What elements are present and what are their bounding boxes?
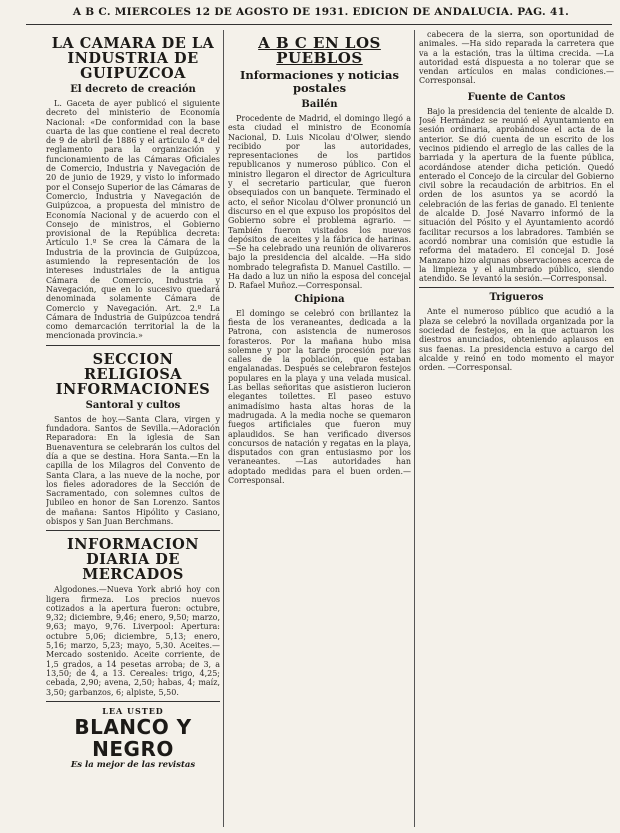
article-trigueros-body: Ante el numeroso público que acudió a la plaza se celebró la novillada organizada por la sociedad de festejos, en la que actuaron los diestros anunciados, obteniendo aplausos en sus faenas. La presidencia estuvo a cargo del alcalde y reinó en todo momento el mayor orden. —Corresponsal. (419, 307, 614, 373)
advertisement-blanco-y-negro (46, 706, 220, 770)
ad-kicker: LEA USTED (102, 705, 164, 716)
headline-camara-industria: LA CAMARA DE LA INDUSTRIA DE GUIPUZCOA (51, 35, 215, 82)
place-trigueros: Trigueros (489, 292, 544, 304)
subheadline-informaciones: Informaciones y noticias postales (240, 68, 399, 95)
place-fuente-de-cantos: Fuente de Cantos (467, 91, 566, 103)
article-mercados-body: Algodones.—Nueva York abrió hoy con ligera firmeza. Los precios nuevos cotizados a la apertura fueron: octubre, 9,32; diciembre, 9,46; enero, 9,50; marzo, 9,63; mayo, 9,76. Liverpool: Apertura: octubre 5,06; diciembre, 5,13; enero, 5,16; marzo, 5,23; mayo, 5,30. Aceites.—Mercado sostenido. Aceite corriente, de 1,5 grados, a 14 pesetas arroba; de 3, a 13,50; de 4, a 13. Cereales: trigo, 4,25; cebada, 2,90; avena, 2,50; habas, 4; maíz, 3,50; garbanzos, 6; alpiste, 5,50. (46, 585, 220, 697)
section-rule (419, 287, 614, 288)
headline-abc-pueblos: A B C EN LOS PUEBLOS (258, 34, 381, 67)
place-chipiona: Chipiona (294, 293, 345, 305)
column-2 (228, 30, 411, 827)
top-rule (26, 24, 612, 25)
ad-tagline: Es la mejor de las revistas (70, 759, 196, 770)
article-chipiona-body: El domingo se celebró con brillantez la fiesta de los veraneantes, dedicada a la Patrona, con asistencia de numerosos forasteros. Por la mañana hubo misa solemne y por la tarde procesión por las calles de la población, que estaban engalanadas. Después se celebraron festejos populares en la playa y una velada musical. Las bellas señoritas que asistieron lucieron elegantes toilettes. El paseo estuvo animadísimo hasta altas horas de la madrugada. A la media noche se quemaron fuegos artificiales que fueron muy aplaudidos. Se han verificado diversos concursos de natación y regatas en la playa, disputados con gran entusiasmo por los veraneantes. —Las autoridades han adoptado medidas para el buen orden.—Corresponsal. (228, 308, 411, 485)
place-bailen: Bailén (301, 99, 338, 110)
masthead: A B C. MIERCOLES 12 DE AGOSTO DE 1931. EDICION DE ANDALUCIA. PAG. 41. (72, 6, 570, 18)
column-3 (419, 30, 614, 827)
ad-title: BLANCO Y NEGRO (74, 714, 192, 761)
section-rule (46, 701, 220, 702)
article-fuente-de-cantos-body: Bajo la presidencia del teniente de alcalde D. José Hernández se reunió el Ayuntamiento en sesión ordinaria, aprobándose el acta de la anterior. Se dió cuenta de un escrito de los vecinos pidiendo el arreglo de las calles de la barriada y la apertura de la fuente pública, acordándose atender dicha petición. Quedó enterado el Concejo de la circular del Gobierno civil sobre la recaudación de arbitrios. En el orden de los asuntos ya se acordó la celebración de las ferias de ganado. El teniente de alcalde D. José Navarro informó de la situación del Pósito y el Ayuntamiento acordó facilitar recursos a los labradores. También se acordó nombrar una comisión que estudie la reforma del matadero. El concejal D. José Manzano hizo algunas observaciones acerca de la limpieza y el alumbrado público, siendo atendido. Se levantó la sesión.—Corresponsal. (419, 106, 614, 284)
article-santoral-body: Santos de hoy.—Santa Clara, virgen y fundadora. Santos de Sevilla.—Adoración Reparadora: En la iglesia de San Buenaventura se celebrarán los cultos del día a que se destina. Hora Santa.—En la capilla de los Milagros del Convento de Santa Clara, a las nueve de la noche, por los fieles adoradores de la Sección de Sacramentado, con solemnes cultos de Jubileo en honor de San Lorenzo. Santos de mañana: Santos Hipólito y Casiano, obispos y San Juan Berchmans. (46, 414, 220, 526)
column-divider-1 (223, 30, 224, 827)
article-bailen-body: Procedente de Madrid, el domingo llegó a esta ciudad el ministro de Economía Nacional, D. Luis Nicolau d'Olwer, siendo recibido por las autoridades, representaciones de los partidos republicanos y numeroso público. Con el ministro llegaron el director de Agricultura y el secretario particular, que fueron obsequiados con un banquete. Terminado el acto, el señor Nicolau d'Olwer pronunció un discurso en el que expuso los propósitos del Gobierno sobre el problema agrario. —También fueron visitados los nuevos depósitos de aceites y la fábrica de harinas. —Se ha celebrado una reunión de olivareros bajo la presidencia del alcalde. —Ha sido nombrado telegrafista D. Manuel Castillo. —Ha dado a luz un niño la esposa del concejal D. Rafael Muñoz.—Corresponsal. (228, 114, 411, 291)
column-divider-2 (414, 30, 415, 827)
section-rule (46, 530, 220, 531)
headline-mercados: INFORMACION DIARIA DE MERCADOS (66, 536, 200, 584)
column-1 (46, 30, 220, 827)
article-camara-body: L. Gaceta de ayer publicó el siguiente decreto del ministerio de Economía Nacional: «De conformidad con la base cuarta de las que contiene el real decreto de 9 de abril de 1886 y el artículo 4.º del reglamento para la organización y funcionamiento de las Cámaras Oficiales de Comercio, Industria y Navegación de 20 de junio de 1929, y visto lo informado por el Consejo Superior de las Cámaras de Comercio, Industria y Navegación de Guipúzcoa, a propuesta del ministro de Economía Nacional y de acuerdo con el Consejo de ministros, el Gobierno provisional de la República decreta: Artículo 1.º Se crea la Cámara de la Industria de la provincia de Guipúzcoa, asumiendo la representación de los intereses industriales de la antigua Cámara de Comercio, Industria y Navegación, que en lo sucesivo quedará denominada solamente Cámara de Comercio y Navegación. Art. 2.º La Cámara de Industria de Guipúzcoa tendrá como demarcación territorial la de la mencionada provincia.» (46, 99, 220, 341)
section-rule (46, 345, 220, 346)
subheadline-decreto: El decreto de creación (70, 84, 196, 95)
headline-seccion-religiosa: SECCION RELIGIOSA INFORMACIONES (55, 350, 211, 398)
subheadline-santoral: Santoral y cultos (85, 399, 181, 411)
article-continuation-body: cabecera de la sierra, son oportunidad de animales. —Ha sido reparada la carretera que va a la estación, tras la última crecida. —La autoridad está dispuesta a no tolerar que se vendan artículos en malas condiciones.—Corresponsal. (419, 30, 614, 86)
